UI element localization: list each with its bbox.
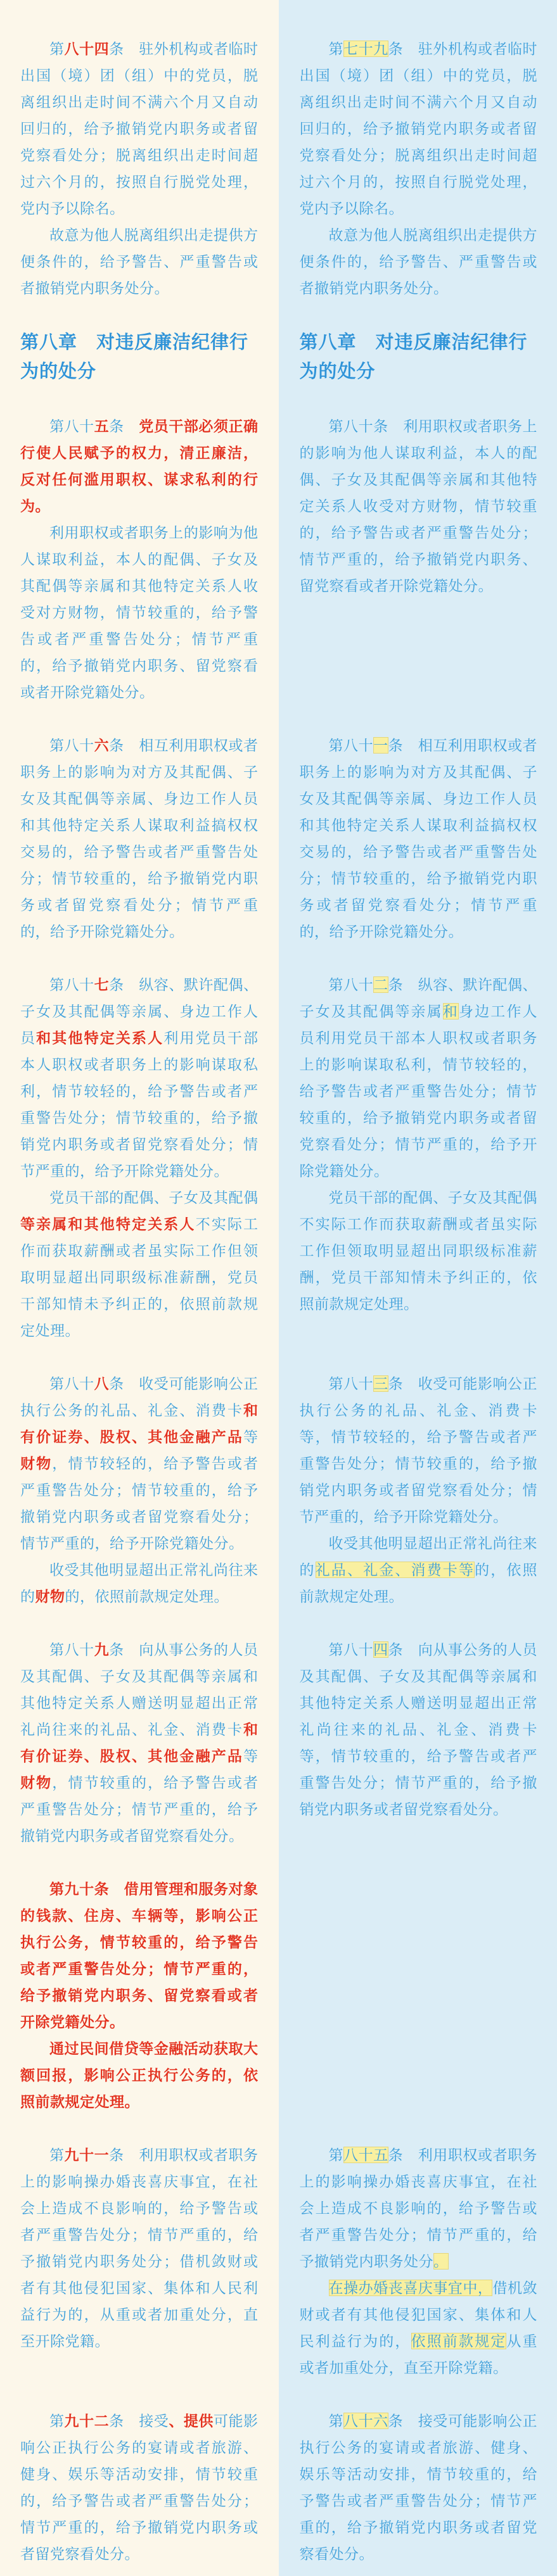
paragraph (300, 2408, 538, 2567)
text-run: 条 接受可能影响公正执行公务的宴请或者旅游、健身、娱乐等活动安排，情节较重的，给予警告或者严重警告处分；情节严重的，给予撤销党内职务或者留党察看处分。 (300, 2413, 538, 2562)
paragraph (20, 222, 259, 301)
emphasis-red-run: 和其他特定关系人 (36, 1030, 163, 1046)
paragraph (300, 971, 538, 1184)
text-run: 借机敛财或者有其他侵犯国家、集体和人民利益行为的， (300, 2280, 538, 2349)
paragraph (20, 1636, 259, 1849)
emphasis-red-run: 九十二 (65, 2413, 110, 2429)
emphasis-red-run: 财物 (35, 1588, 65, 1605)
text-run: 第 (329, 2147, 344, 2163)
text-run: 收受其他明显超出正常礼尚往来的 (300, 1535, 538, 1578)
emphasis-red-run: 党员干部必须正确行使人民赋予的权力，清正廉洁，反对任何滥用职权、谋求私利的行为。 (20, 418, 259, 514)
emphasis-red-run: 八十四 (65, 41, 110, 57)
text-run: 条 纵容、默许配偶、子女及其配偶等亲属、身边工作人员 (20, 976, 259, 1046)
text-run: 第 (49, 41, 65, 57)
paragraph (20, 35, 259, 222)
text-run: 身边工作人员利用党员干部本人职权或者职务上的影响谋取私利，情节较轻的，给予警告或者严重警告处分；情节较重的，给予撤销党内职务或者留党察看处分；情节严重的，给予开除党籍处分。 (300, 1003, 538, 1179)
text-run: 不实际工作而获取薪酬或者虽实际工作但领取明显超出同职级标准薪酬，党员干部知情未予纠正的，依照前款规定处理。 (20, 1216, 259, 1339)
text-run: 条 相互利用职权或者职务上的影响为对方及其配偶、子女及其配偶等亲属、身边工作人员和其他特定关系人谋取利益搞权权交易的，给予警告或者严重警告处分；情节较重的，给予撤销党内职务或者留党察看处分；情节严重的，给予开除党籍处分。 (20, 737, 259, 940)
row-article-89-vs-84 (0, 1636, 557, 1849)
paragraph (20, 2142, 259, 2354)
paragraph (20, 413, 259, 519)
text-run: 故意为他人脱离组织出走提供方便条件的，给予警告、严重警告或者撤销党内职务处分。 (20, 227, 259, 296)
paragraph (20, 732, 259, 945)
chapter-8-heading-new (279, 328, 557, 386)
emphasis-red-run: 七 (94, 976, 110, 993)
text-run: 条 纵容、默许配偶、子女及其配偶等亲属 (300, 976, 538, 1020)
paragraph (300, 2275, 538, 2381)
text-run: 第八十 (49, 1375, 94, 1392)
text-run: 利用职权或者职务上的影响为他人谋取利益，本人的配偶、子女及其配偶等亲属和其他特定关系人收受对方财物，情节较重的，给予警告或者严重警告处分；情节严重的，给予撤销党内职务、留党察看或者开除党籍处分。 (20, 524, 259, 700)
text-run: ，情节较重的，给予警告或者严重警告处分；情节严重的，给予撤销党内职务或者留党察看处分。 (20, 1774, 259, 1844)
emphasis-red-run: 九十一 (65, 2147, 110, 2163)
article-84-old (0, 35, 279, 301)
text-run: 党员干部的配偶、子女及其配偶不实际工作而获取薪酬或者虽实际工作但领取明显超出同职级标准薪酬，党员干部知情未予纠正的，依照前款规定处理。 (300, 1189, 538, 1312)
article-83-new (279, 1370, 557, 1610)
row-article-88-vs-83 (0, 1370, 557, 1610)
emphasis-red-run: 、提供 (169, 2413, 214, 2429)
highlight-run: 七十九 (343, 41, 388, 57)
highlight-run: 和 (443, 1003, 459, 1020)
text-run: 条 驻外机构或者临时出国（境）团（组）中的党员，脱离组织出走时间不满六个月又自动回归的，给予撤销党内职务或者留党察看处分；脱离组织出走时间超过六个月的，按照自行脱党处理，党内予以除名。 (300, 41, 538, 217)
highlight-run: 四 (373, 1641, 388, 1658)
text-run: 第八十 (49, 418, 94, 434)
text-run: 第八十 (49, 737, 94, 754)
text-run: 条 利用职权或者职务上的影响操办婚丧喜庆事宜，在社会上造成不良影响的，给予警告或者严重警告处分；情节严重的，给予撤销党内职务处分 (300, 2147, 538, 2270)
chapter-8-heading-old (0, 328, 279, 386)
article-90-old (0, 1876, 279, 2115)
paragraph (300, 732, 538, 945)
row-article-90-deleted (0, 1876, 557, 2115)
text-run: 收受其他明显超出正常礼尚往来的 (20, 1562, 259, 1605)
article-87-old (0, 971, 279, 1344)
row-article-84-vs-79 (0, 35, 557, 301)
row-article-87-vs-82 (0, 971, 557, 1344)
emphasis-red-run: 和有价证券、股权、其他金融产品 (20, 1402, 259, 1445)
highlight-run: 依照前款规定 (411, 2333, 507, 2349)
highlight-run: 礼品、礼金、消费卡等 (316, 1562, 475, 1578)
text-run: 条 利用职权或者职务上的影响操办婚丧喜庆事宜，在社会上造成不良影响的，给予警告或者严重警告处分；情节严重的，给予撤销党内职务处分；借机敛财或者有其他侵犯国家、集体和人民利益行为的，从重或者加重处分，直至开除党籍。 (20, 2147, 259, 2349)
text-run: 条 收受可能影响公正执行公务的礼品、礼金、消费卡 (20, 1375, 259, 1418)
paragraph (300, 1636, 538, 1822)
row-chapter-8-heading (0, 328, 557, 386)
highlight-run: 在操办婚丧喜庆事宜中， (329, 2280, 493, 2296)
article-86-old (0, 732, 279, 945)
highlight-run: 。 (433, 2253, 449, 2270)
text-run: 第八章 对违反廉洁纪律行为的处分 (300, 332, 528, 382)
text-run: 从重或者加重处分，直至开除党籍。 (300, 2333, 538, 2376)
emphasis-red-run: 和有价证券、股权、其他金融产品 (20, 1721, 259, 1764)
paragraph (20, 519, 259, 705)
paragraph (20, 1876, 259, 2035)
text-run: 条 向从事公务的人员及其配偶、子女及其配偶等亲属和其他特定关系人赠送明显超出正常礼尚往来的礼品、礼金、消费卡 (20, 1641, 259, 1738)
paragraph (300, 1370, 538, 1530)
text-run: 第八十 (49, 1641, 94, 1658)
highlight-run: 三 (373, 1375, 388, 1392)
paragraph (300, 1530, 538, 1610)
paragraph (300, 222, 538, 301)
row-article-86-vs-81 (0, 732, 557, 945)
paragraph (20, 2408, 259, 2567)
paragraph (20, 1184, 259, 1344)
emphasis-red-run: 等亲属和其他特定关系人 (20, 1216, 196, 1232)
emphasis-red-run: 通过民间借贷等金融活动获取大额回报，影响公正执行公务的，依照前款规定处理。 (20, 2040, 259, 2110)
text-run: 条 接受 (109, 2413, 169, 2429)
article-84-new (279, 1636, 557, 1822)
article-88-old (0, 1370, 279, 1610)
emphasis-red-run: 第九十条 借用管理和服务对象的钱款、住房、车辆等，影响公正执行公务，情节较重的，给予警告或者严重警告处分；情节严重的，给予撤销党内职务、留党察看或者开除党籍处分。 (20, 1881, 259, 2030)
emphasis-red-run: 九 (94, 1641, 110, 1658)
text-run: 条 (109, 418, 139, 434)
text-run: 第八十 (49, 976, 94, 993)
text-run: 条 向从事公务的人员及其配偶、子女及其配偶等亲属和其他特定关系人赠送明显超出正常礼尚往来的礼品、礼金、消费卡等，情节较重的，给予警告或者严重警告处分；情节严重的，给予撤销党内职务或者留党察看处分。 (300, 1641, 538, 1817)
paragraph (20, 971, 259, 1184)
article-85-old (0, 413, 279, 705)
chapter-heading (300, 328, 538, 386)
article-85-new (279, 2142, 557, 2381)
text-run: 第八十条 利用职权或者职务上的影响为他人谋取利益，本人的配偶、子女及其配偶等亲属和其他特定关系人收受对方财物，情节较重的，给予警告或者严重警告处分；情节严重的，给予撤销党内职务、留党察看或者开除党籍处分。 (300, 418, 538, 594)
paragraph (20, 1370, 259, 1556)
article-79-new (279, 35, 557, 301)
highlight-run: 八十五 (343, 2147, 388, 2163)
paragraph (20, 2035, 259, 2115)
article-86-new (279, 2408, 557, 2567)
chapter-heading (20, 328, 259, 386)
article-89-old (0, 1636, 279, 1849)
highlight-run: 八十六 (343, 2413, 388, 2429)
text-run: 第 (49, 2413, 65, 2429)
article-80-new (279, 413, 557, 599)
paragraph (300, 413, 538, 599)
emphasis-red-run: 五 (94, 418, 110, 434)
text-run: 第八十 (329, 737, 374, 754)
text-run: 党员干部的配偶、子女及其配偶 (49, 1189, 259, 1206)
text-run: ，情节较轻的，给予警告或者严重警告处分；情节较重的，给予撤销党内职务或者留党察看处分；情节严重的，给予开除党籍处分。 (20, 1455, 259, 1551)
text-run: 利用党员干部本人职权或者职务上的影响谋取私利，情节较轻的，给予警告或者严重警告处分；情节较重的，给予撤销党内职务或者留党察看处分；情节严重的，给予开除党籍处分。 (20, 1030, 259, 1179)
highlight-run: 一 (373, 737, 388, 754)
row-article-91-vs-85 (0, 2142, 557, 2381)
article-92-old (0, 2408, 279, 2567)
text-run: 条 相互利用职权或者职务上的影响为对方及其配偶、子女及其配偶等亲属、身边工作人员和其他特定关系人谋取利益搞权权交易的，给予警告或者严重警告处分；情节较重的，给予撤销党内职务或者留党察看处分；情节严重的，给予开除党籍处分。 (300, 737, 538, 940)
text-run: 第八章 对违反廉洁纪律行为的处分 (20, 332, 248, 382)
row-article-92-vs-86 (0, 2408, 557, 2567)
article-82-new (279, 971, 557, 1317)
paragraph (20, 1556, 259, 1610)
emphasis-red-run: 六 (94, 737, 110, 754)
text-run: 条 收受可能影响公正执行公务的礼品、礼金、消费卡等，情节较轻的，给予警告或者严重警告处分；情节较重的，给予撤销党内职务或者留党察看处分；情节严重的，给予开除党籍处分。 (300, 1375, 538, 1525)
emphasis-red-run: 财物 (20, 1774, 52, 1791)
text-run: 第八十 (329, 976, 374, 993)
text-run: 第 (49, 2147, 65, 2163)
text-run: 第 (329, 2413, 344, 2429)
text-run: 条 驻外机构或者临时出国（境）团（组）中的党员，脱离组织出走时间不满六个月又自动回归的，给予撤销党内职务或者留党察看处分；脱离组织出走时间超过六个月的，按照自行脱党处理，党内予以除名。 (20, 41, 259, 217)
text-run: 可能影响公正执行公务的宴请或者旅游、健身、娱乐等活动安排，情节较重的，给予警告或者严重警告处分；情节严重的，给予撤销党内职务或者留党察看处分。 (20, 2413, 259, 2562)
text-run: 故意为他人脱离组织出走提供方便条件的，给予警告、严重警告或者撤销党内职务处分。 (300, 227, 538, 296)
paragraph (300, 35, 538, 222)
text-run: 第八十 (329, 1375, 374, 1392)
emphasis-red-run: 八 (94, 1375, 110, 1392)
paragraph (300, 1184, 538, 1317)
article-91-old (0, 2142, 279, 2354)
text-run: 的，依照前款规定处理。 (300, 1562, 538, 1605)
highlight-run: 二 (373, 976, 388, 993)
text-run: 第 (329, 41, 344, 57)
text-run: 第八十 (329, 1641, 374, 1658)
row-article-85-vs-80 (0, 413, 557, 705)
text-run: 等 (243, 1429, 259, 1445)
emphasis-red-run: 财物 (20, 1455, 52, 1472)
text-run: 等 (243, 1748, 259, 1764)
article-81-new (279, 732, 557, 945)
text-run: 的，依照前款规定处理。 (65, 1588, 229, 1605)
paragraph (300, 2142, 538, 2275)
